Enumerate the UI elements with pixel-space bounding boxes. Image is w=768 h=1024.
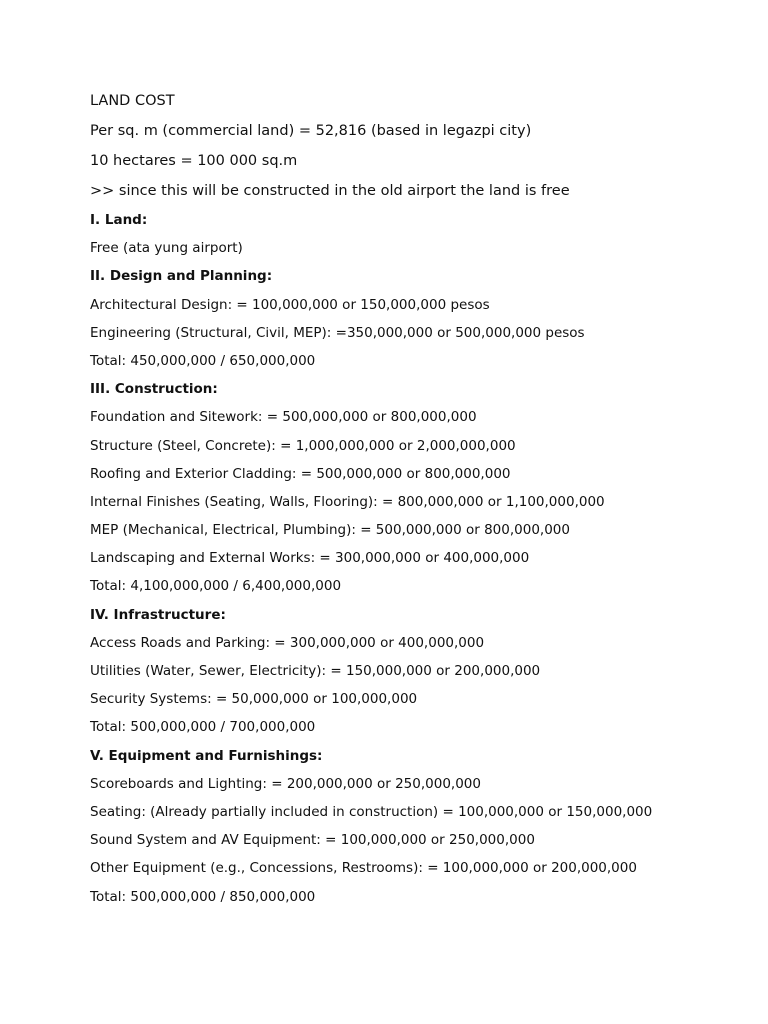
- section-line: Utilities (Water, Sewer, Electricity): = 150,000,000 or 200,000,000: [90, 663, 541, 679]
- section-line: Other Equipment (e.g., Concessions, Restrooms): = 100,000,000 or 200,000,000: [90, 860, 637, 877]
- section-heading-construction: III. Construction:: [90, 381, 218, 398]
- intro-line: >> since this will be constructed in the old airport the land is free: [90, 183, 570, 199]
- section-total: Total: 500,000,000 / 700,000,000: [90, 719, 316, 736]
- section-line: Landscaping and External Works: = 300,000,000 or 400,000,000: [90, 550, 530, 567]
- intro-block: [90, 90, 570, 210]
- section-line: Engineering (Structural, Civil, MEP): =350,000,000 or 500,000,000 pesos: [90, 324, 585, 341]
- section-line: MEP (Mechanical, Electrical, Plumbing): = 500,000,000 or 800,000,000: [90, 522, 570, 539]
- intro-line: Per sq. m (commercial land) = 52,816 (based in legazpi city): [90, 123, 532, 139]
- section-line: Free (ata yung airport): [90, 240, 243, 257]
- cost-sections: [90, 209, 652, 914]
- section-heading-equipment: V. Equipment and Furnishings:: [90, 747, 323, 764]
- section-line: Security Systems: = 50,000,000 or 100,000,000: [90, 691, 418, 708]
- document-title: LAND COST: [90, 93, 175, 109]
- section-line: Foundation and Sitework: = 500,000,000 or 800,000,000: [90, 409, 477, 426]
- intro-line: 10 hectares = 100 000 sq.m: [90, 153, 298, 169]
- section-heading-land: I. Land:: [90, 212, 148, 228]
- section-line: Seating: (Already partially included in construction) = 100,000,000 or 150,000,000: [90, 803, 653, 820]
- section-line: Internal Finishes (Seating, Walls, Flooring): = 800,000,000 or 1,100,000,000: [90, 493, 605, 510]
- section-total: Total: 450,000,000 / 650,000,000: [90, 352, 316, 369]
- section-total: Total: 500,000,000 / 850,000,000: [90, 888, 316, 905]
- section-heading-design: II. Design and Planning:: [90, 268, 273, 285]
- section-line: Roofing and Exterior Cladding: = 500,000,000 or 800,000,000: [90, 465, 511, 482]
- section-line: Structure (Steel, Concrete): = 1,000,000,000 or 2,000,000,000: [90, 437, 516, 454]
- section-line: Sound System and AV Equipment: = 100,000,000 or 250,000,000: [90, 832, 535, 849]
- section-heading-infrastructure: IV. Infrastructure:: [90, 606, 226, 623]
- section-line: Scoreboards and Lighting: = 200,000,000 or 250,000,000: [90, 775, 481, 792]
- section-total: Total: 4,100,000,000 / 6,400,000,000: [90, 578, 342, 595]
- section-line: Access Roads and Parking: = 300,000,000 or 400,000,000: [90, 634, 485, 651]
- section-line: Architectural Design: = 100,000,000 or 150,000,000 pesos: [90, 296, 490, 313]
